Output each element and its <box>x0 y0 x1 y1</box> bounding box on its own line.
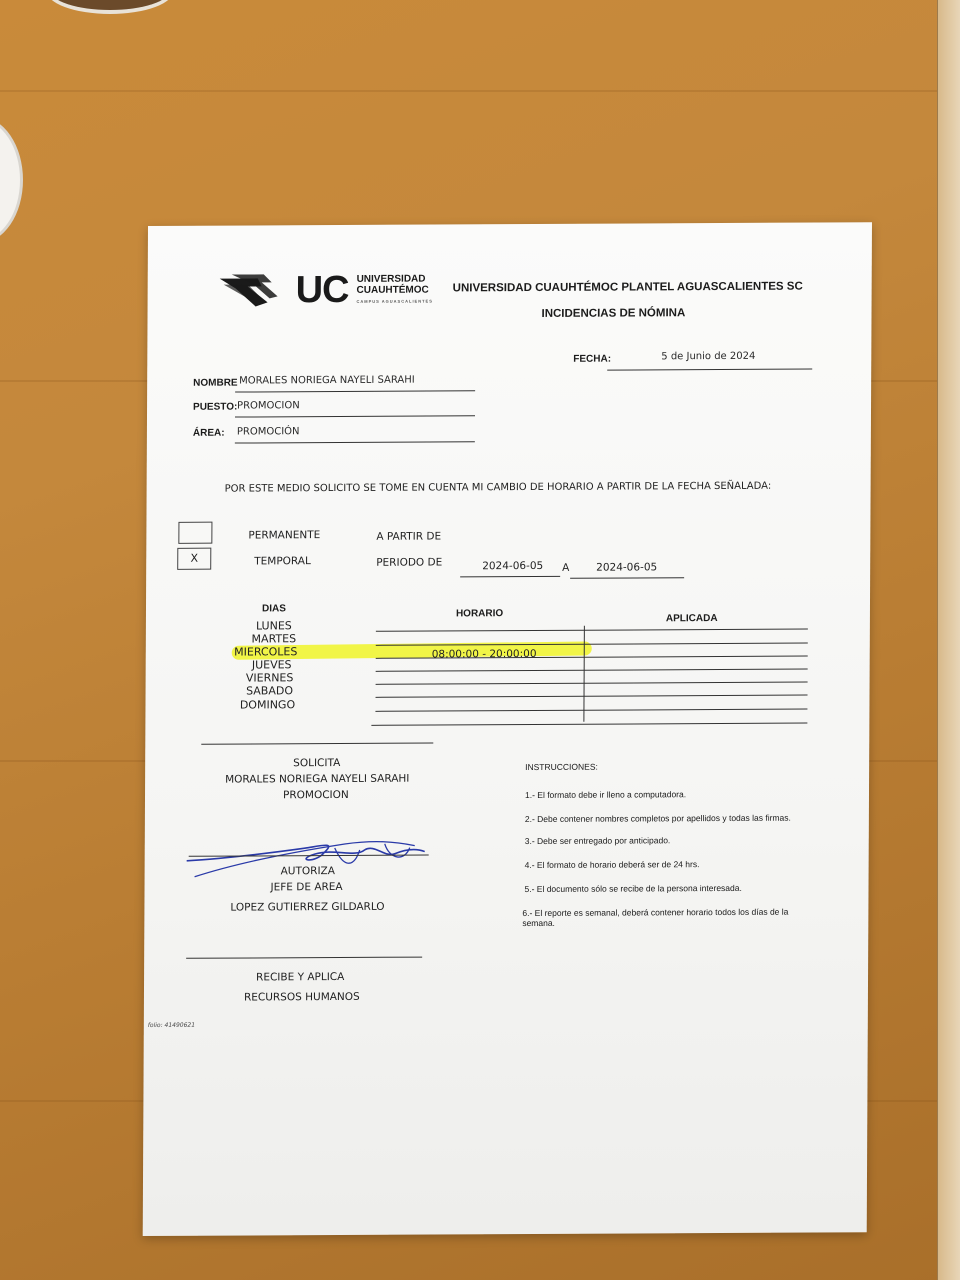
puesto-value: PROMOCION <box>237 400 300 412</box>
table-row-line <box>371 723 807 726</box>
day-martes: MARTES <box>251 632 297 646</box>
periodo-to-line <box>570 577 684 579</box>
university-logo <box>218 269 434 313</box>
puesto-line <box>235 415 475 417</box>
miercoles-horario: 08:00:00 - 20:00:00 <box>431 647 537 661</box>
wood-grain <box>0 90 960 92</box>
solicita-label: SOLICITA <box>293 757 341 770</box>
area-value: PROMOCIÓN <box>236 426 300 438</box>
logo-universidad: UNIVERSIDAD <box>356 273 426 285</box>
logo-uc: UC <box>295 268 349 312</box>
cup-saucer <box>50 0 170 10</box>
logo-text <box>356 274 433 307</box>
table-column-divider <box>583 626 585 722</box>
instruction-item: 5.- El documento sólo se recibe de la persona interesada. <box>524 882 742 895</box>
recibe-label: RECIBE Y APLICA <box>256 970 345 984</box>
cabinet-edge <box>937 0 960 1280</box>
instruction-item: 2.- Debe contener nombres completos por apellidos y todas las firmas. <box>524 812 791 825</box>
logo-cuauhtemoc: CUAUHTÉMOC <box>356 284 429 296</box>
day-jueves: JUEVES <box>251 658 292 672</box>
periodo-a-label: A <box>562 561 570 574</box>
table-row-line <box>376 629 808 632</box>
permanente-label: PERMANENTE <box>248 529 321 542</box>
day-lunes: LUNES <box>255 619 292 633</box>
periodo-de-label: PERIODO DE <box>376 556 443 569</box>
area-line <box>235 441 475 443</box>
instruction-item: 6.- El reporte es semanal, deberá contener horario todos los días de la semana. <box>522 906 789 929</box>
jefe-name: LOPEZ GUTIERREZ GILDARLO <box>230 900 385 914</box>
table-row-line <box>376 669 808 672</box>
day-miercoles: MIERCOLES <box>234 645 298 659</box>
eagle-logo-icon <box>218 272 286 310</box>
logo-campus: CAMPUS AGUASCALIENTES <box>356 298 433 304</box>
periodo-from-line <box>460 576 560 578</box>
recibe-line <box>186 957 422 959</box>
periodo-to: 2024-06-05 <box>596 561 658 574</box>
horario-header: HORARIO <box>455 608 504 620</box>
area-label: ÁREA: <box>192 427 225 439</box>
jefe-label: JEFE DE AREA <box>270 880 343 894</box>
day-sabado: SABADO <box>246 684 294 698</box>
nombre-label: NOMBRE <box>193 377 238 389</box>
temporal-checkbox: X <box>177 548 211 570</box>
autoriza-label: AUTORIZA <box>280 865 335 878</box>
day-domingo: DOMINGO <box>239 698 296 712</box>
form-title: INCIDENCIAS DE NÓMINA <box>541 307 686 320</box>
nombre-value: MORALES NORIEGA NAYELI SARAHI <box>239 374 415 387</box>
fecha-line <box>607 369 812 371</box>
fecha-label: FECHA: <box>573 353 612 365</box>
solicita-line <box>201 743 433 745</box>
nombre-line <box>235 390 475 392</box>
day-viernes: VIERNES <box>245 671 294 685</box>
instruction-item: 4.- El formato de horario deberá ser de 24 hrs. <box>524 859 700 871</box>
table-row-line <box>376 682 808 685</box>
aplicada-header: APLICADA <box>665 613 718 625</box>
a-partir-de-label: A PARTIR DE <box>376 530 442 543</box>
instruction-item: 1.- El formato debe ir lleno a computadora. <box>524 789 687 801</box>
temporal-label: TEMPORAL <box>254 555 311 568</box>
rh-label: RECURSOS HUMANOS <box>243 990 360 1004</box>
puesto-label: PUESTO: <box>193 401 238 413</box>
folio-number: folio: 41490621 <box>147 1021 196 1030</box>
fecha-value: 5 de Junio de 2024 <box>661 350 756 363</box>
instruction-item: 3.- Debe ser entregado por anticipado. <box>524 835 671 847</box>
table-row-line <box>376 695 808 698</box>
request-statement: POR ESTE MEDIO SOLICITO SE TOME EN CUENTA MI CAMBIO DE HORARIO A PARTIR DE LA FECHA SEÑALADA: <box>224 480 772 495</box>
dias-header: DIAS <box>261 603 286 615</box>
periodo-from: 2024-06-05 <box>482 559 544 573</box>
table-row-line <box>375 709 807 712</box>
plate <box>0 120 20 240</box>
permanente-checkbox <box>178 522 212 544</box>
solicita-puesto: PROMOCION <box>282 788 349 802</box>
instructions-title: INSTRUCCIONES: <box>525 761 598 773</box>
solicita-name: MORALES NORIEGA NAYELI SARAHI <box>225 772 410 786</box>
incidencias-form <box>143 222 872 1236</box>
institution-title: UNIVERSIDAD CUAUHTÉMOC PLANTEL AGUASCALIENTES SC <box>452 280 803 295</box>
